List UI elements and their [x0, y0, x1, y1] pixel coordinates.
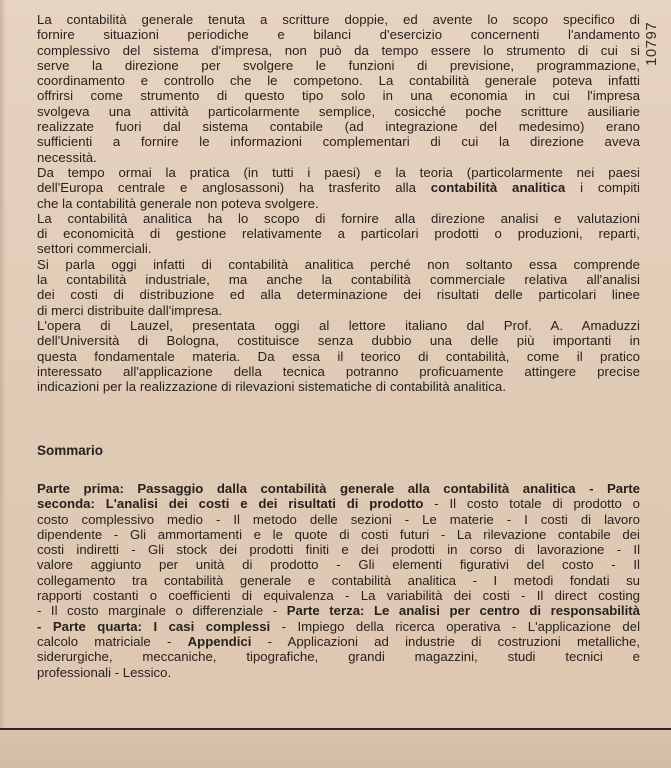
text-line: professionali - Lessico. [37, 664, 172, 680]
page-edge-shadow [0, 0, 6, 768]
text-line: dei costi di distribuzione ed alla determinazione dei risultati delle particolari linee [37, 287, 640, 303]
text-line: costi indiretti - Gli stock dei prodotti finiti e dei prodotti in corso di lavorazione - Il [37, 542, 640, 558]
bottom-margin [0, 730, 671, 768]
text-fragment: i compiti [565, 180, 641, 196]
text-line [37, 619, 640, 634]
text-line: di merci distribuite dall'impresa. [37, 302, 223, 318]
text-line: Da tempo ormai la pratica (in tutti i paesi) e la teoria (particolarmente nei paesi [37, 164, 640, 180]
text-fragment: - [37, 618, 53, 634]
summary-heading: Sommario [37, 443, 104, 458]
text-line: rapporti costanti o coefficienti di equivalenza - La variabilità dei costi - Il direct costing [37, 588, 640, 604]
text-line: fornire situazioni periodiche e bilanci d'esercizio concernenti l'andamento [37, 27, 640, 43]
text-line: interessato all'applicazione della tecnica potranno proficuamente attingere precise [37, 363, 640, 379]
text-line: La contabilità analitica ha lo scopo di fornire alla direzione analisi e valutazioni [37, 210, 640, 226]
text-line: questa fondamentale materia. Da essa il teorico di contabilità, come il pratico [37, 348, 640, 364]
catalog-number: 10797 [643, 21, 660, 66]
text-line [37, 481, 640, 496]
text-line [37, 180, 640, 195]
summary-text [37, 481, 640, 680]
text-line: indicazioni per la realizzazione di rilevazioni sistematiche di contabilità analitica. [37, 379, 507, 395]
text-line: valore aggiunto per unità di prodotto - Gli elementi figurativi del costo - Il [37, 557, 640, 573]
text-line: siderurgiche, meccaniche, tipografiche, grandi magazzini, studi tecnici e [37, 649, 640, 665]
text-line: realizzate fuori dal sistema contabile (ad integrazione del medesimo) erano [37, 119, 640, 135]
text-fragment: - Applicazioni ad industrie di costruzioni metalliche, [251, 633, 640, 649]
text-line: La contabilità generale tenuta a scritture doppie, ed avente lo scopo specifico di [37, 12, 640, 27]
text-line: serve la direzione per svolgere le funzioni di previsione, programmazione, [37, 57, 640, 73]
part-title: - Parte [575, 481, 640, 496]
text-line: coordinamento e controllo che le competono. La contabilità generale poteva infatti [37, 73, 640, 89]
text-fragment: - Impiego della ricerca operativa - L'applicazione del [270, 618, 640, 634]
text-line: la contabilità industriale, ma anche la contabilità commerciale relativa all'analisi [37, 272, 640, 288]
text-line: di economicità di gestione relativamente a particolari prodotti o produzioni, reparti, [37, 226, 640, 242]
text-line: complessivo del sistema d'impresa, non può da tempo essere lo strumento di cui si [37, 42, 640, 58]
text-line: dell'Università di Bologna, costituisce senza dubbio una delle più importanti in [37, 333, 640, 349]
text-line: Si parla oggi infatti di contabilità analitica perché non soltanto essa comprende [37, 256, 640, 272]
text-line: svolgeva una attività particolarmente semplice, cosicché poche scritture ausiliarie [37, 103, 640, 119]
text-fragment: dell'Europa centrale e anglosassoni) ha trasferito alla [37, 180, 431, 196]
text-line: settori commerciali. [37, 241, 152, 257]
text-line [37, 634, 640, 649]
bold-term: contabilità analitica [430, 180, 566, 196]
part-title: Parte prima: Passaggio dalla contabilità generale alla contabilità analitica [37, 481, 576, 496]
text-line: collegamento tra contabilità generale e contabilità analitica - I metodi fondati su [37, 572, 640, 588]
text-line [37, 496, 640, 511]
description-text [37, 12, 640, 394]
text-line: che la contabilità generale non poteva svolgere. [37, 195, 319, 211]
text-line: L'opera di Lauzel, presentata oggi al lettore italiano dal Prof. A. Amaduzzi [37, 317, 640, 333]
text-line: costo complessivo medio - Il metodo delle sezioni - Le materie - I costi di lavoro [37, 511, 640, 527]
text-line: dipendente - Gli ammortamenti e le quote di costi futuri - La rilevazione contabile dei [37, 526, 640, 542]
text-line: necessità. [37, 149, 97, 165]
text-fragment: calcolo matriciale - [37, 633, 188, 649]
text-line: sufficienti a fornire le informazioni complementari di cui la direzione aveva [37, 134, 640, 150]
part-title: Parte quarta: I casi complessi [52, 618, 271, 634]
text-line: offrirsi come strumento di questo tipo solo in una economia in cui l'impresa [37, 88, 640, 104]
text-fragment: - Il costo marginale o differenziale - [37, 603, 287, 619]
part-title: seconda: L'analisi dei costi e dei risultati di prodotto [37, 496, 424, 512]
part-title: Parte terza: Le analisi per centro di responsabilità [286, 603, 640, 619]
text-line [37, 603, 640, 618]
text-fragment: - Il costo totale di prodotto o [423, 496, 640, 512]
part-title: Appendici [187, 633, 252, 649]
